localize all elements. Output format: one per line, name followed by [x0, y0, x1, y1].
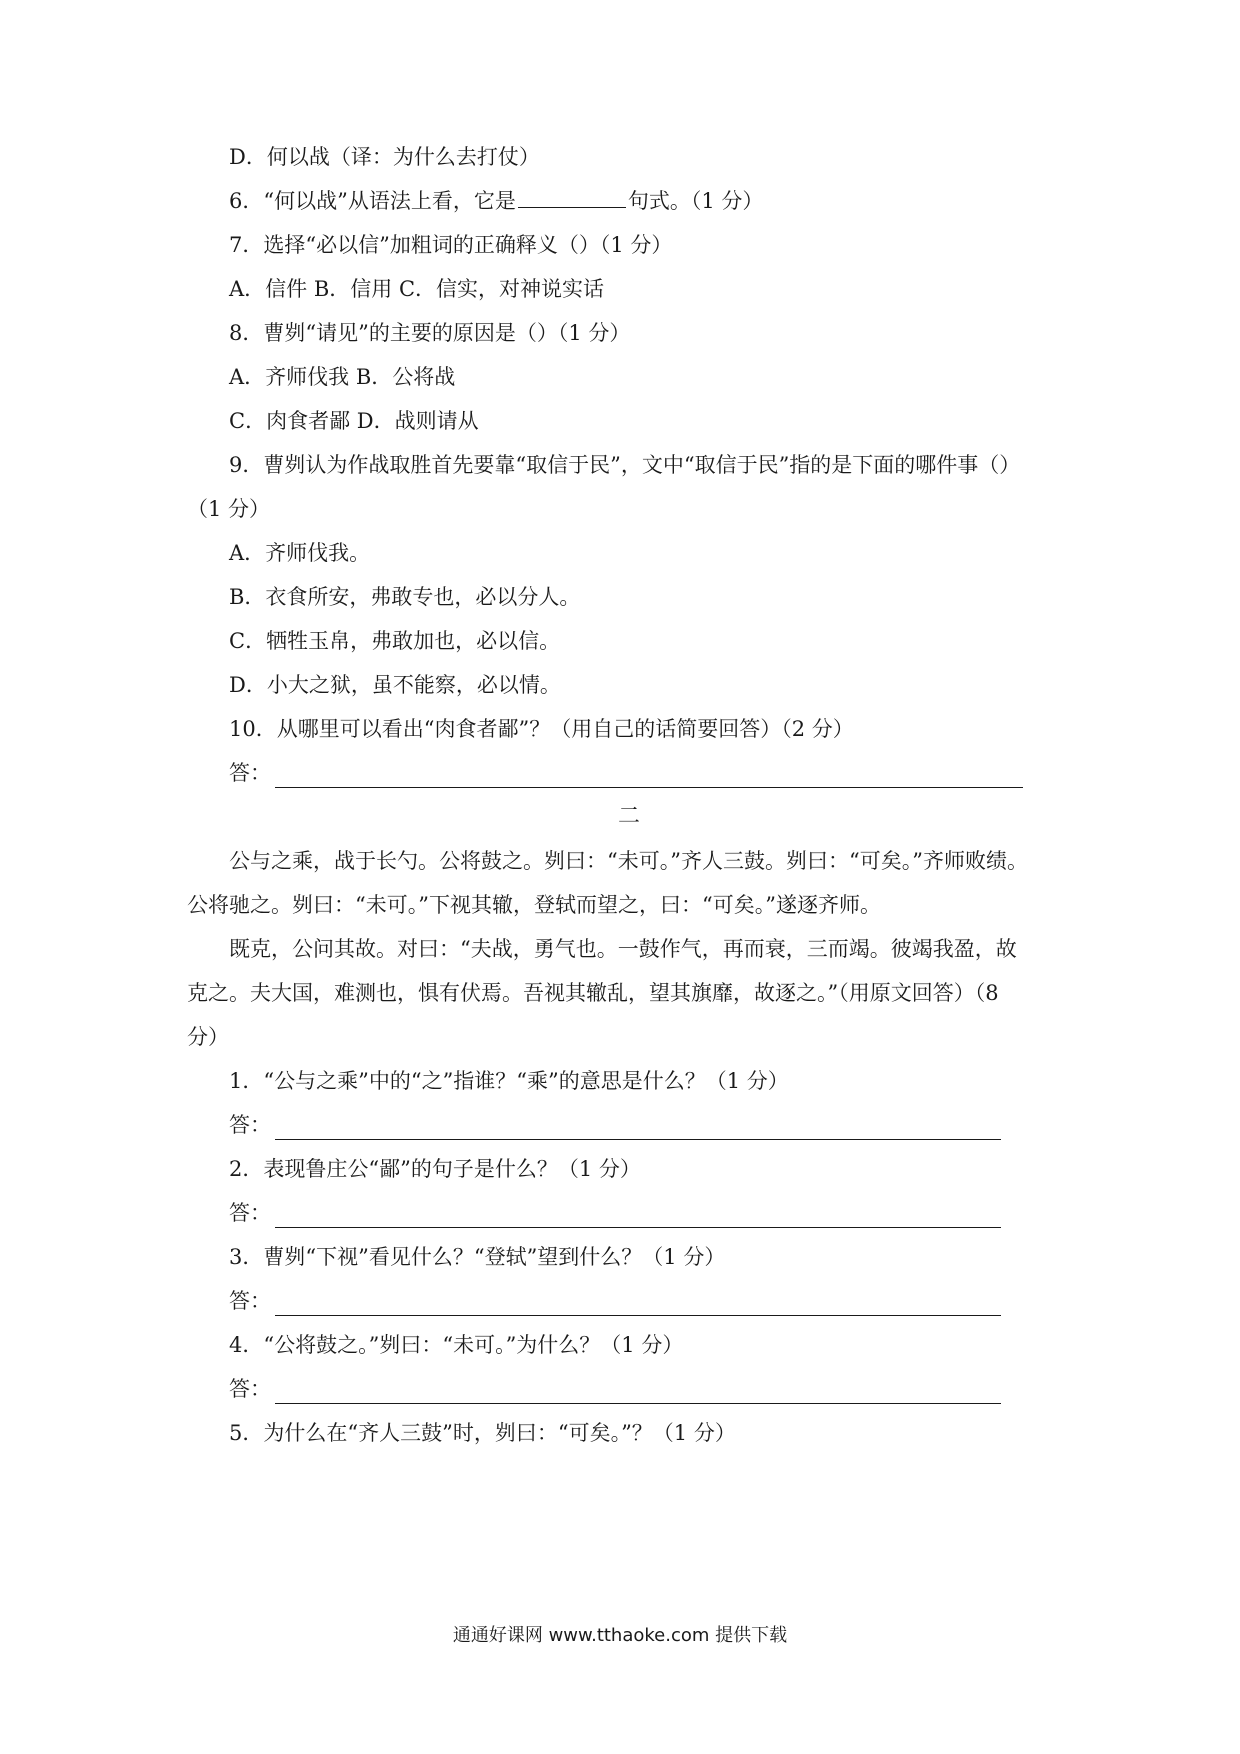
- q10-answer-line[interactable]: [275, 765, 1023, 788]
- s2-q1-answer-line[interactable]: [275, 1117, 1001, 1140]
- q9-option-d: D．小大之狱，虽不能察，必以情。: [229, 673, 561, 697]
- question-9-line2: （1 分）: [187, 497, 271, 521]
- page-footer: 通通好课网 www.tthaoke.com 提供下载: [452, 1625, 788, 1646]
- s2-q4-answer-label: 答：: [229, 1377, 271, 1401]
- q7-options: A．信件 B．信用 C．信实，对神说实话: [229, 277, 605, 301]
- q8-options-cd: C．肉食者鄙 D．战则请从: [229, 409, 479, 433]
- s2-q3-answer-line[interactable]: [275, 1293, 1001, 1316]
- q6-text-before: 6．“何以战”从语法上看，它是: [229, 189, 516, 213]
- s2-question-1: 1．“公与之乘”中的“之”指谁？“乘”的意思是什么？（1 分）: [229, 1069, 789, 1093]
- passage-p1-line1: 公与之乘，战于长勺。公将鼓之。刿曰：“未可。”齐人三鼓。刿曰：“可矣。”齐师败绩。: [229, 849, 1028, 873]
- q8-options-ab: A．齐师伐我 B．公将战: [229, 365, 456, 389]
- s2-q3-answer-label: 答：: [229, 1289, 271, 1313]
- s2-q2-answer-line[interactable]: [275, 1205, 1001, 1228]
- s2-question-3: 3．曹刿“下视”看见什么？“登轼”望到什么？（1 分）: [229, 1245, 726, 1269]
- q6-text-after: 句式。（1 分）: [627, 189, 764, 213]
- q10-answer-row: [229, 758, 1023, 788]
- s2-q4-answer-row: [229, 1374, 1001, 1404]
- s2-question-2: 2．表现鲁庄公“鄙”的句子是什么？（1 分）: [229, 1157, 641, 1181]
- s2-q4-answer-line[interactable]: [275, 1381, 1001, 1404]
- question-9-line1: 9．曹刿认为作战取胜首先要靠“取信于民”，文中“取信于民”指的是下面的哪件事（）: [229, 453, 1021, 477]
- q9-option-b: B．衣食所安，弗敢专也，必以分人。: [229, 585, 581, 609]
- section-heading: 二: [618, 804, 641, 829]
- passage-p2-line1: 既克，公问其故。对曰：“夫战，勇气也。一鼓作气，再而衰，三而竭。彼竭我盈，故: [229, 937, 1017, 961]
- s2-q1-answer-row: [229, 1110, 1001, 1140]
- q10-answer-label: 答：: [229, 761, 271, 785]
- s2-q1-answer-label: 答：: [229, 1113, 271, 1137]
- s2-q3-answer-row: [229, 1286, 1001, 1316]
- question-6: [229, 186, 763, 216]
- s2-q2-answer-label: 答：: [229, 1201, 271, 1225]
- q5-option-d: D．何以战（译：为什么去打仗）: [229, 145, 540, 169]
- question-7: 7．选择“必以信”加粗词的正确释义（）（1 分）: [229, 233, 673, 257]
- s2-question-5: 5．为什么在“齐人三鼓”时，刿曰：“可矣。”？（1 分）: [229, 1421, 736, 1445]
- q6-fill-blank[interactable]: [518, 187, 626, 208]
- q9-option-c: C．牺牲玉帛，弗敢加也，必以信。: [229, 629, 561, 653]
- s2-q2-answer-row: [229, 1198, 1001, 1228]
- q9-option-a: A．齐师伐我。: [229, 541, 371, 565]
- passage-p2-line3: 分）: [187, 1025, 229, 1049]
- question-10: 10．从哪里可以看出“肉食者鄙”？（用自己的话简要回答）（2 分）: [229, 717, 854, 741]
- passage-p1-line2: 公将驰之。刿曰：“未可。”下视其辙，登轼而望之，曰：“可矣。”遂逐齐师。: [187, 893, 881, 917]
- s2-question-4: 4．“公将鼓之。”刿曰：“未可。”为什么？（1 分）: [229, 1333, 684, 1357]
- question-8: 8．曹刿“请见”的主要的原因是（）（1 分）: [229, 321, 631, 345]
- passage-p2-line2: 克之。夫大国，难测也，惧有伏焉。吾视其辙乱，望其旗靡，故逐之。”（用原文回答）（8: [187, 981, 999, 1005]
